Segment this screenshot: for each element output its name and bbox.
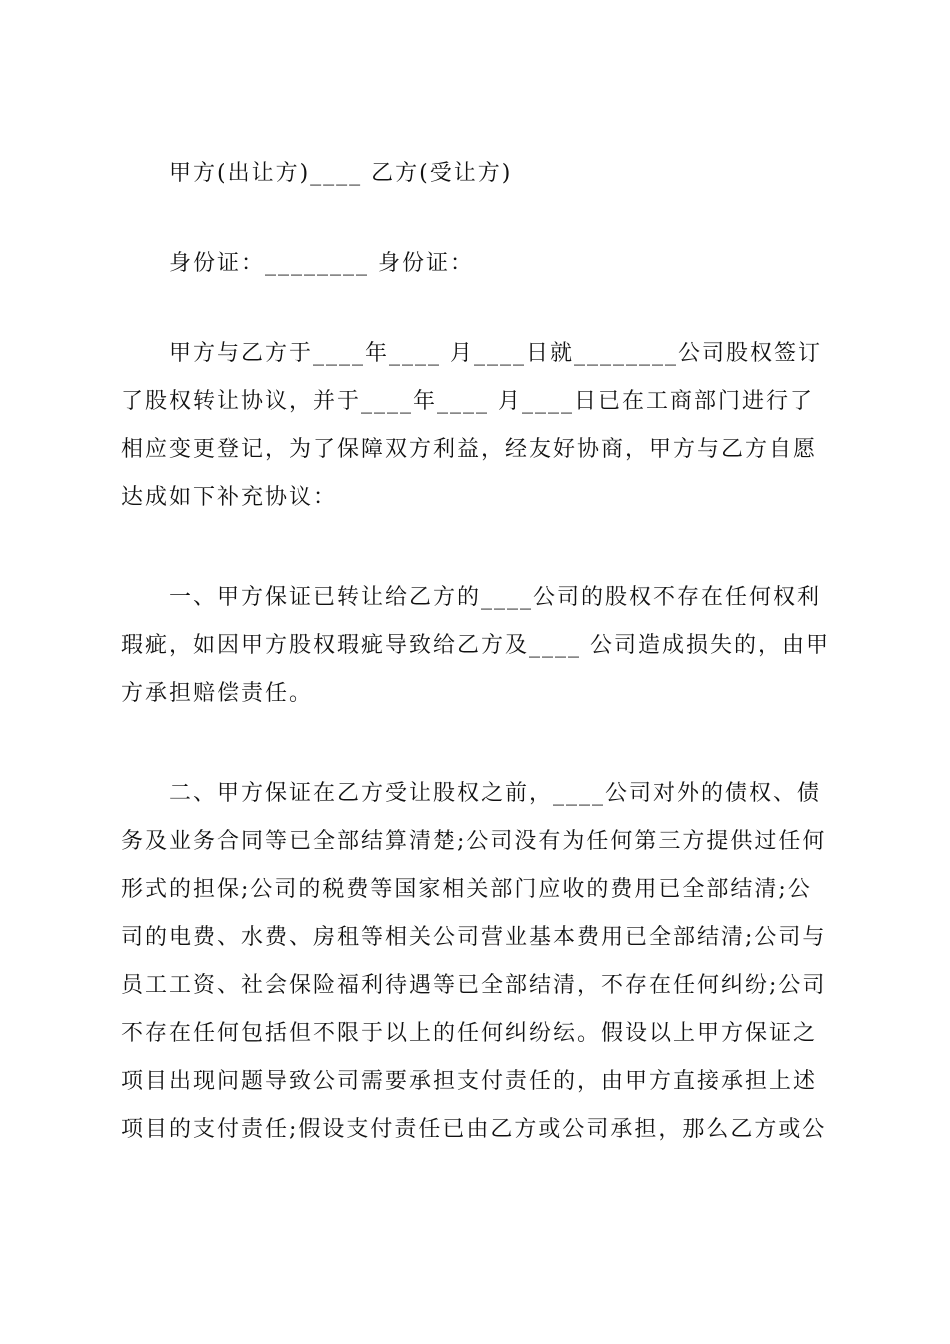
id-card-line: 身份证：________ 身份证：: [169, 251, 474, 276]
clause-1-paragraph: 一、甲方保证已转让给乙方的____公司的股权不存在任何权利瑕疵，如因甲方股权瑕疵导致给乙方及____ 公司造成损失的，由甲方承担赔偿责任。: [121, 585, 830, 706]
document-body: [121, 150, 831, 1154]
preamble-paragraph: 甲方与乙方于____年____ 月____日就________公司股权签订了股权转让协议，并于____年____ 月____日已在工商部门进行了相应变更登记，为了保障双方利益，经友好协商，甲方与乙方自愿达成如下补充协议：: [121, 341, 822, 510]
clause-2-paragraph: 二、甲方保证在乙方受让股权之前，____公司对外的债权、债务及业务合同等已全部结算清楚;公司没有为任何第三方提供过任何形式的担保;公司的税费等国家相关部门应收的费用已全部结清;公司的电费、水费、房租等相关公司营业基本费用已全部结清;公司与员工工资、社会保险福利待遇等已全部结清，不存在任何纠纷;公司不存在任何包括但不限于以上的任何纠纷纭。假设以上甲方保证之项目出现问题导致公司需要承担支付责任的，由甲方直接承担上述项目的支付责任;假设支付责任已由乙方或公司承担，那么乙方或公: [121, 781, 827, 1142]
parties-line: 甲方(出让方)____ 乙方(受让方): [169, 161, 513, 186]
